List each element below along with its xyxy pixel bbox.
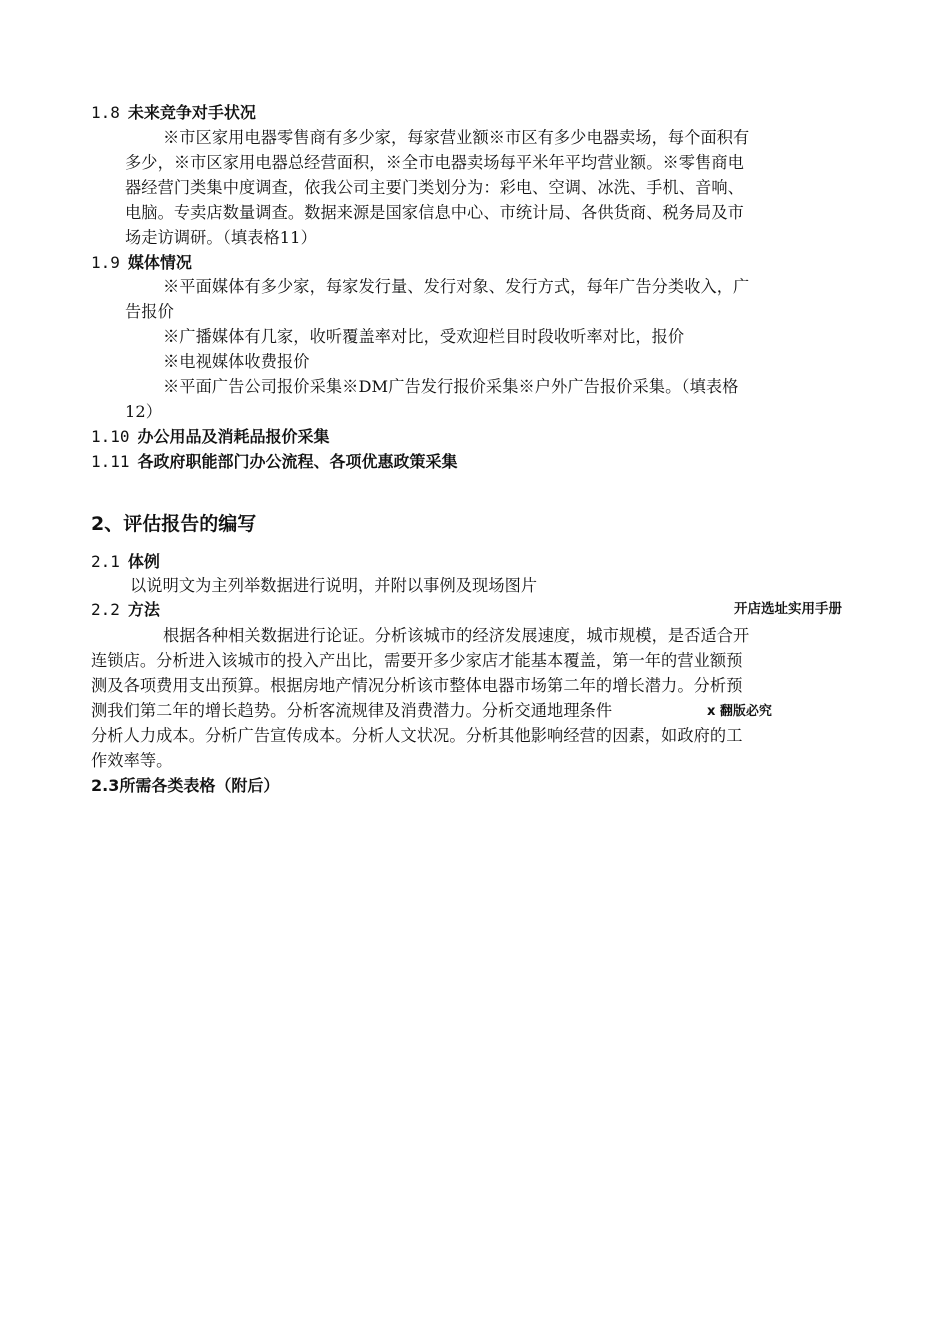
- section-1-10-heading: [91, 425, 330, 449]
- paragraph-line: 电脑。专卖店数量调查。数据来源是国家信息中心、市统计局、各供货商、税务局及市: [125, 203, 744, 222]
- section-title: 媒体情况: [127, 253, 192, 272]
- paragraph-line: 场走访调研。（填表格11）: [125, 228, 317, 247]
- section-title: 未来竞争对手状况: [127, 103, 256, 122]
- section-title: 办公用品及消耗品报价采集: [137, 427, 330, 446]
- paragraph-line: 器经营门类集中度调查，依我公司主要门类划分为：彩电、空调、冰洗、手机、音响、: [125, 178, 744, 197]
- paragraph-line: ※平面广告公司报价采集※DM广告发行报价采集※户外广告报价采集。（填表格: [163, 377, 739, 396]
- paragraph-line: 分析人力成本。分析广告宣传成本。分析人文状况。分析其他影响经营的因素，如政府的工: [91, 726, 743, 745]
- section-1-9-heading: [91, 251, 192, 275]
- section-2-2-heading: [91, 598, 160, 622]
- section-2-3-heading: 2.3所需各类表格（附后）: [91, 776, 280, 795]
- paragraph-line: 连锁店。分析进入该城市的投入产出比，需要开多少家店才能基本覆盖，第一年的营业额预: [91, 651, 743, 670]
- section-1-11-heading: [91, 450, 458, 474]
- paragraph-line: 作效率等。: [91, 751, 173, 770]
- watermark-text: x 翻版必究: [707, 704, 772, 719]
- section-number: 2.1: [91, 552, 120, 571]
- paragraph-line: ※广播媒体有几家，收听覆盖率对比，受欢迎栏目时段收听率对比，报价: [163, 327, 685, 346]
- section-number: 1.8: [91, 103, 120, 122]
- chapter-2-heading: 2、评估报告的编写: [91, 513, 257, 535]
- paragraph-line: ※平面媒体有多少家，每家发行量、发行对象、发行方式，每年广告分类收入，广: [163, 277, 750, 296]
- paragraph-line: 多少，※市区家用电器总经营面积，※全市电器卖场每平米年平均营业额。※零售商电: [125, 153, 744, 172]
- section-title: 各政府职能部门办公流程、各项优惠政策采集: [137, 452, 458, 471]
- section-number: 1.11: [91, 452, 130, 471]
- side-label: 开店选址实用手册: [734, 601, 842, 617]
- section-number: 1.9: [91, 253, 120, 272]
- section-1-8-heading: [91, 101, 256, 125]
- paragraph-line: 以说明文为主列举数据进行说明，并附以事例及现场图片: [130, 576, 538, 595]
- paragraph-line: 测及各项费用支出预算。根据房地产情况分析该市整体电器市场第二年的增长潜力。分析预: [91, 676, 743, 695]
- paragraph-line: 根据各种相关数据进行论证。分析该城市的经济发展速度，城市规模，是否适合开: [163, 626, 750, 645]
- paragraph-line: ※市区家用电器零售商有多少家，每家营业额※市区有多少电器卖场，每个面积有: [163, 128, 750, 147]
- paragraph-line: 12）: [125, 402, 163, 421]
- section-number: 1.10: [91, 427, 130, 446]
- paragraph-line: 告报价: [125, 302, 174, 321]
- section-title: 体例: [127, 552, 160, 571]
- section-title: 方法: [127, 600, 160, 619]
- paragraph-line: 测我们第二年的增长趋势。分析客流规律及消费潜力。分析交通地理条件: [91, 701, 613, 720]
- section-number: 2.2: [91, 600, 120, 619]
- paragraph-line: ※电视媒体收费报价: [163, 352, 310, 371]
- section-2-1-heading: [91, 550, 160, 574]
